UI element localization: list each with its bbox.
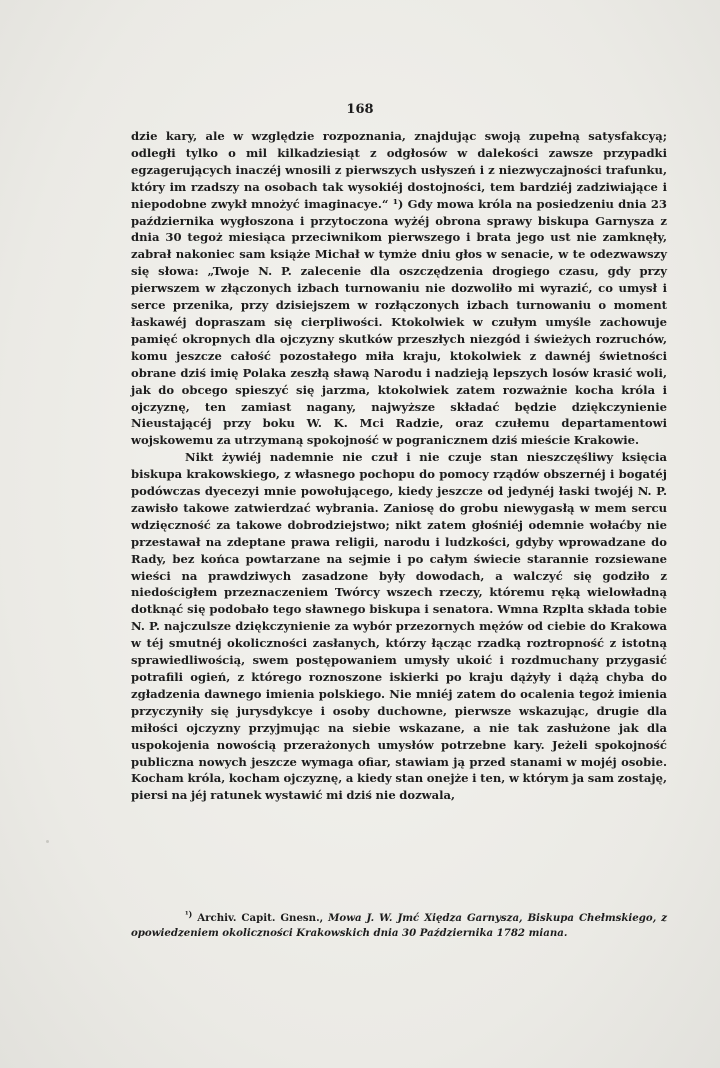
body-text <box>131 128 667 804</box>
paper-speck <box>46 840 49 843</box>
footnote-mark: ¹) <box>185 909 193 919</box>
footnote <box>131 907 667 941</box>
paragraph: Nikt żywiéj nademnie nie czuł i nie czuje stan nieszczęśliwy księcia biskupa krakowskiego, z własnego pochopu do pomocy rządów obszernéj i bogatéj podówczas dyecezyi mnie powołującego, kiedy jeszcze od jedynéj łaski twojéj N. P. zawisło takowe zatwierdzać wybrania. Zaniosę do grobu niewygasłą w mem sercu wdzięczność za takowe dobrodziejstwo; nikt zatem głośniéj odemnie wołaćby nie przestawał na zdeptane prawa religii, narodu i ludzkości, gdyby wprowadzane do Rady, bez końca powtarzane na sejmie i po całym świecie starannie rozsiewane wieści na prawdziwych zasadzone były dowodach, a walczyć się godziło z niedościgłem przeznaczeniem Twórcy wszech rzeczy, któremu ręką wielowładną dotknąć się podobało tego sławnego biskupa i senatora. Wmna Rzplta składa tobie N. P. najczulsze dziękczynienie za wybór przezornych mężów od ciebie do Krakowa w téj smutnéj okoliczności zasłanych, którzy łącząc rzadką roztropność z istotną sprawiedliwością, swem postępowaniem umysły ukoić i rozdmuchany przygasić potrafili ogień, z którego roznoszone iskierki po kraju dążyły i dążą chyba do zgładzenia dawnego imienia polskiego. Nie mniéj zatem do ocalenia tegoż imienia przyczyniły się jurysdykcye i osoby duchowne, pierwsze wskazując, drugie dla miłości ojczyzny przyjmując na siebie wskazane, a nie tak zasłużone jak dla uspokojenia nowością przerażonych umysłów potrzebne kary. Jeżeli spokojność publiczna nowych jeszcze wymaga ofiar, stawiam ją przed stanami w mojéj osobie. Kocham króla, kocham ojczyznę, a kiedy stan onejże i ten, w którym ja sam zostaję, piersi na jéj ratunek wystawić mi dziś nie dozwala, <box>131 450 667 803</box>
paragraph-continued: dzie kary, ale w względzie rozpoznania, znajdując swoją zupełną satysfakcyą; odległi tylko o mil kilkadziesiąt z odgłosów w dalekości zawsze przypadki egzagerujących inaczéj wnosili z pierwszych usłyszeń i z niezwyczajności trafunku, który im rzadszy na osobach tak wysokiéj dostojności, tem bardziéj zadziwiające i niepodobne zwykł mnożyć imaginacye.“ ¹) Gdy mowa króla na posiedzeniu dnia 23 października wygłoszona i przytoczona wyżéj obrona sprawy biskupa Garnysza z dnia 30 tegoż miesiąca przeciwnikom pierwszego i brata jego ust nie zamknęły, zabrał nakoniec sam książe Michał w tymże dniu głos w senacie, w te odezwawszy się słowa: „Twoje N. P. zalecenie dla oszczędzenia drogiego czasu, gdy przy pierwszem w złączonych izbach turnowaniu nie dozwoliło mi wyrazić, co umysł i serce przenika, przy dzisiejszem w rozłączonych izbach turnowaniu o moment łaskawéj dopraszam się cierpliwości. Ktokolwiek w czułym umyśle zachowuje pamięć okropnych dla ojczyzny skutków przeszłych niezgód i świeżych rozruchów, komu jeszcze całość pozostałego miła kraju, ktokolwiek z dawnéj świetności obrane dziś imię Polaka zeszłą sławą Narodu i nadzieją lepszych losów krasić woli, jak do obcego spieszyć się jarzma, ktokolwiek zatem rozważnie kocha króla i ojczyznę, ten zamiast nagany, najwyższe składać będzie dziękczynienie Nieustającéj przy boku W. K. Mci Radzie, oraz czułemu departamentowi wojskowemu za utrzymaną spokojność w pogranicznem dziś mieście Krakowie. <box>131 129 667 448</box>
page-number: 168 <box>346 102 374 117</box>
footnote-source: Archiv. Capit. Gnesn., <box>197 912 324 924</box>
footnote-title: Mowa J. W. Jmć Xiędza Garnysza, Biskupa Chełmskiego, z opowiedzeniem okoliczności Krakowskich dnia 30 Października 1782 miana. <box>131 912 667 939</box>
